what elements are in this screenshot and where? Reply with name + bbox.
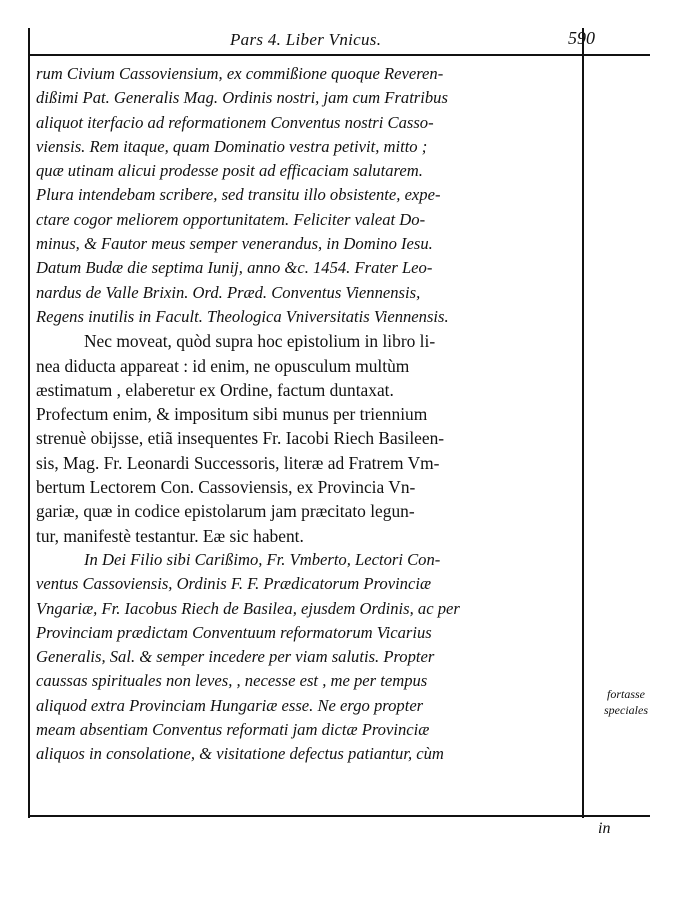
text-line: Regens inutilis in Facult. Theologica Vniversitatis Viennensis. <box>36 306 449 326</box>
text-line: viensis. Rem itaque, quam Dominatio vestra petivit, mitto ; <box>36 136 428 156</box>
margin-note <box>594 686 658 718</box>
text-line: meam absentiam Conventus reformati jam dictæ Provinciæ <box>36 720 430 740</box>
text-line: In Dei Filio sibi Carißimo, Fr. Vmberto, Lectori Con- <box>84 549 441 569</box>
running-title: Pars 4. Liber Vnicus. <box>230 30 382 49</box>
text-line: bertum Lectorem Con. Cassoviensis, ex Provincia Vn- <box>36 477 416 498</box>
text-line: Profectum enim, & impositum sibi munus per triennium <box>36 404 428 425</box>
text-line: Provinciam prædictam Conventuum reformatorum Vicarius <box>36 622 432 642</box>
text-line: tur, manifestè testantur. Eæ sic habent. <box>36 525 304 546</box>
right-frame-rule <box>582 28 584 818</box>
text-line: aliquod extra Provinciam Hungariæ esse. Ne ergo propter <box>36 695 424 715</box>
catchword: in <box>598 820 611 837</box>
text-line: sis, Mag. Fr. Leonardi Successoris, literæ ad Fratrem Vm- <box>36 452 440 473</box>
text-line: Nec moveat, quòd supra hoc epistolium in libro li- <box>84 331 436 352</box>
text-line: Generalis, Sal. & semper incedere per viam salutis. Propter <box>36 647 435 667</box>
text-line: quæ utinam alicui prodesse posit ad efficaciam salutarem. <box>36 161 423 181</box>
text-line: ctare cogor meliorem opportunitatem. Feliciter valeat Do- <box>36 209 426 229</box>
body-text <box>36 62 576 767</box>
text-line: strenuè obijsse, etiã insequentes Fr. Iacobi Riech Basileen- <box>36 428 445 449</box>
left-frame-rule <box>28 28 30 818</box>
text-line: aliquos in consolatione, & visitatione defectus patiantur, cùm <box>36 744 444 764</box>
text-line: æstimatum , elaberetur ex Ordine, factum duntaxat. <box>36 379 394 400</box>
footer-rule <box>30 815 650 817</box>
text-line: rum Civium Cassoviensium, ex commißione quoque Reveren- <box>36 64 444 83</box>
text-line: Plura intendebam scribere, sed transitu illo obsistente, expe- <box>36 185 441 205</box>
text-line: aliquot iterfacio ad reformationem Conventus nostri Casso- <box>36 112 434 132</box>
page-number: 590 <box>568 28 595 48</box>
margin-note-line: fortasse <box>606 687 645 701</box>
text-line: dißimi Pat. Generalis Mag. Ordinis nostri, jam cum Fratribus <box>36 88 448 108</box>
text-line: nea diducta appareat : id enim, ne opusculum multùm <box>36 355 410 376</box>
text-line: Datum Budæ die septima Iunij, anno &c. 1454. Frater Leo- <box>36 258 433 278</box>
header-rule <box>30 54 650 56</box>
text-line: caussas spirituales non leves, , necesse est , me per tempus <box>36 671 428 691</box>
text-line: nardus de Valle Brixin. Ord. Præd. Conventus Viennensis, <box>36 282 421 302</box>
text-line: ventus Cassoviensis, Ordinis F. F. Prædicatorum Provinciæ <box>36 574 432 594</box>
text-line: gariæ, quæ in codice epistolarum jam præcitato legun- <box>36 501 415 522</box>
text-line: Vngariæ, Fr. Iacobus Riech de Basilea, ejusdem Ordinis, ac per <box>36 598 460 618</box>
text-line: minus, & Fautor meus semper venerandus, in Domino Iesu. <box>36 234 433 254</box>
margin-note-line: speciales <box>604 703 648 717</box>
